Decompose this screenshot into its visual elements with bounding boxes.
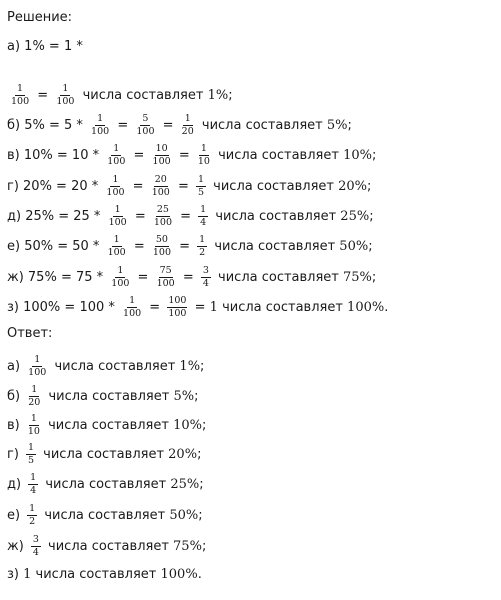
fraction-denominator: 5 (28, 455, 35, 466)
fraction (107, 235, 127, 258)
fraction-denominator: 100 (108, 217, 127, 228)
text-segment: числа составляет (41, 476, 171, 492)
text-segment: е) (7, 507, 25, 523)
fraction-denominator: 10 (27, 426, 40, 437)
fraction-numerator: 1 (17, 83, 24, 94)
number-value: 75% (343, 269, 372, 285)
text-segment: числа составляет (31, 567, 161, 582)
number-value: 20% (338, 178, 368, 194)
text-segment: числа составляет (210, 238, 340, 254)
text-segment: числа составляет (43, 417, 174, 433)
text-segment: . (197, 567, 202, 582)
fraction (197, 144, 211, 167)
fraction-numerator: 1 (112, 174, 119, 185)
number-value: 1% (207, 87, 229, 103)
fraction-numerator: 1 (117, 265, 124, 276)
answer-line-b (7, 385, 198, 408)
text-segment: = (129, 238, 149, 254)
text-segment: ; (198, 507, 203, 523)
fraction-numerator: 20 (154, 174, 167, 185)
text-segment: г) 20% = 20 * (7, 178, 103, 194)
fraction-denominator: 100 (56, 96, 75, 107)
fraction (152, 235, 172, 258)
fraction (156, 266, 176, 289)
solution-line-d (7, 205, 374, 228)
text-segment: числа составляет (211, 208, 341, 224)
fraction (27, 414, 41, 437)
text-segment: ; (347, 117, 352, 133)
number-value: 10% (343, 147, 372, 163)
fraction-numerator: 1 (30, 413, 37, 424)
fraction-denominator: 4 (202, 278, 209, 289)
text-segment: = (158, 117, 178, 133)
number-value: 50% (339, 238, 369, 254)
fraction (198, 205, 208, 228)
text-segment: ; (367, 178, 372, 194)
text-segment: ; (200, 358, 205, 374)
text-segment: = (173, 178, 194, 194)
text-segment: = (130, 208, 150, 224)
text-segment: = (176, 208, 196, 224)
answer-line-zh (7, 535, 206, 558)
number-value: 25% (340, 208, 370, 224)
text-segment: числа составляет (213, 147, 344, 163)
fraction-denominator: 20 (181, 126, 194, 137)
text-segment: числа составляет (40, 507, 170, 523)
text-segment: = (33, 87, 53, 103)
fraction (28, 473, 38, 496)
fraction-denominator: 100 (106, 187, 125, 198)
text-segment: в) (7, 417, 24, 433)
answer-line-a (7, 355, 204, 378)
fraction-denominator: 5 (198, 187, 205, 198)
fraction (110, 266, 130, 289)
fraction-numerator: 10 (155, 143, 168, 154)
fraction-denominator: 10 (197, 156, 210, 167)
fraction-denominator: 20 (28, 397, 41, 408)
text-segment: = (133, 269, 153, 285)
solution-line-e (7, 235, 373, 258)
fraction-numerator: 25 (156, 204, 169, 215)
fraction-denominator: 4 (30, 485, 37, 496)
fraction (105, 175, 125, 198)
fraction-numerator: 1 (97, 113, 104, 124)
text-segment: ; (371, 147, 377, 163)
fraction-numerator: 1 (184, 113, 191, 124)
fraction-denominator: 4 (32, 547, 39, 558)
text-segment: числа составляет (217, 299, 348, 315)
fraction (27, 355, 47, 378)
fraction (27, 385, 41, 408)
solution-line-a (7, 84, 233, 107)
fraction-denominator: 100 (11, 96, 30, 107)
fraction (10, 84, 30, 107)
text-segment: числа составляет (197, 117, 327, 133)
fraction (31, 535, 41, 558)
answer-line-z (7, 566, 202, 584)
fraction (197, 235, 207, 258)
text-segment: г) (7, 446, 24, 462)
fraction (152, 144, 172, 167)
fraction-numerator: 1 (129, 295, 136, 306)
text-segment: . (384, 299, 389, 315)
fraction-numerator: 1 (200, 204, 207, 215)
fraction-numerator: 1 (200, 143, 207, 154)
fraction-numerator: 50 (155, 234, 168, 245)
text-segment: а) (7, 358, 25, 374)
text-segment: ; (228, 87, 233, 103)
text-segment: ж) 75% = 75 * (7, 269, 108, 285)
fraction-numerator: 1 (62, 83, 69, 94)
solution-line-zh (7, 266, 376, 289)
fraction-numerator: 1 (198, 174, 205, 185)
number-value: 1 (209, 299, 218, 315)
fraction-denominator: 100 (153, 217, 173, 228)
answer-heading: Ответ: (7, 326, 53, 341)
answer-line-e (7, 504, 203, 527)
fraction-denominator: 2 (29, 516, 36, 527)
text-segment: ; (197, 446, 202, 462)
fraction (27, 504, 37, 527)
text-segment: ; (368, 238, 373, 254)
fraction-numerator: 75 (159, 265, 172, 276)
text-segment: = (190, 299, 210, 315)
number-value: 20% (168, 446, 198, 462)
text-segment: = (128, 178, 148, 194)
text-segment: д) (7, 476, 26, 492)
fraction-numerator: 1 (28, 442, 35, 453)
solution-line-g (7, 175, 371, 198)
text-segment: = (178, 269, 198, 285)
text-segment: в) 10% = 10 * (7, 147, 104, 163)
fraction-denominator: 100 (168, 308, 187, 319)
fraction-numerator: 1 (199, 234, 206, 245)
text-segment: = (129, 147, 149, 163)
text-segment: е) 50% = 50 * (7, 238, 104, 254)
text-segment: = (113, 117, 133, 133)
text-segment: з) 100% = 100 * (7, 299, 120, 315)
text-segment: числа составляет (213, 269, 344, 285)
text-segment: ; (194, 388, 199, 404)
fraction-denominator: 100 (107, 156, 126, 167)
text-segment: ; (201, 538, 207, 554)
text-segment: ж) (7, 538, 28, 554)
solution-intro-line: а) 1% = 1 * (7, 39, 83, 54)
fraction-denominator: 100 (151, 187, 170, 198)
fraction (181, 114, 195, 137)
text-segment: д) 25% = 25 * (7, 208, 105, 224)
fraction (122, 296, 142, 319)
fraction-numerator: 3 (202, 265, 209, 276)
fraction (167, 296, 187, 319)
fraction (201, 266, 211, 289)
fraction-numerator: 5 (142, 113, 149, 124)
solution-line-z (7, 296, 388, 319)
fraction-numerator: 1 (29, 503, 36, 514)
text-segment: числа составляет (209, 178, 339, 194)
number-value: 50% (169, 507, 199, 523)
text-segment: = (145, 299, 165, 315)
fraction (153, 205, 173, 228)
fraction-denominator: 100 (156, 278, 175, 289)
text-segment: = (175, 238, 195, 254)
fraction-numerator: 100 (168, 295, 187, 306)
answer-line-g (7, 443, 201, 466)
fraction (151, 175, 171, 198)
answer-line-d (7, 473, 204, 496)
text-segment: б) (7, 388, 25, 404)
fraction (106, 144, 126, 167)
fraction (196, 175, 206, 198)
fraction-denominator: 2 (199, 247, 206, 258)
number-value: 25% (170, 476, 200, 492)
number-value: 10% (173, 417, 202, 433)
fraction-denominator: 100 (28, 367, 47, 378)
number-value: 100% (347, 299, 385, 315)
fraction (26, 443, 36, 466)
fraction-denominator: 100 (111, 278, 130, 289)
text-segment: числа составляет (43, 538, 174, 554)
number-value: 5% (173, 388, 195, 404)
fraction-denominator: 100 (91, 126, 110, 137)
text-segment: числа составляет (44, 388, 174, 404)
fraction-denominator: 4 (200, 217, 207, 228)
text-segment: з) (7, 567, 24, 582)
fraction-denominator: 100 (152, 156, 171, 167)
fraction (90, 114, 110, 137)
answer-line-v (7, 414, 206, 437)
fraction (55, 84, 75, 107)
text-segment: ; (199, 476, 204, 492)
number-value: 1% (179, 358, 201, 374)
fraction-denominator: 100 (136, 126, 155, 137)
fraction (135, 114, 155, 137)
fraction-numerator: 1 (113, 234, 120, 245)
text-segment: б) 5% = 5 * (7, 117, 88, 133)
text-segment: ; (369, 208, 374, 224)
fraction-denominator: 100 (152, 247, 172, 258)
text-segment: ; (201, 417, 207, 433)
solution-heading: Решение: (7, 10, 73, 25)
fraction-numerator: 3 (32, 534, 39, 545)
text-segment: числа составляет (39, 446, 169, 462)
fraction-numerator: 1 (114, 204, 121, 215)
number-value: 75% (173, 538, 202, 554)
text-segment: = (174, 147, 194, 163)
fraction-numerator: 1 (113, 143, 120, 154)
fraction-numerator: 1 (34, 354, 41, 365)
text-segment: ; (371, 269, 377, 285)
number-value: 1 (23, 567, 32, 582)
fraction-numerator: 1 (30, 472, 37, 483)
fraction-denominator: 100 (123, 308, 142, 319)
fraction-numerator: 1 (31, 384, 38, 395)
solution-line-v (7, 144, 376, 167)
fraction-denominator: 100 (107, 247, 126, 258)
number-value: 100% (160, 567, 198, 582)
text-segment: числа составляет (50, 358, 180, 374)
text-segment: числа составляет (78, 87, 208, 103)
number-value: 5% (326, 117, 348, 133)
solution-line-b (7, 114, 352, 137)
fraction (108, 205, 128, 228)
